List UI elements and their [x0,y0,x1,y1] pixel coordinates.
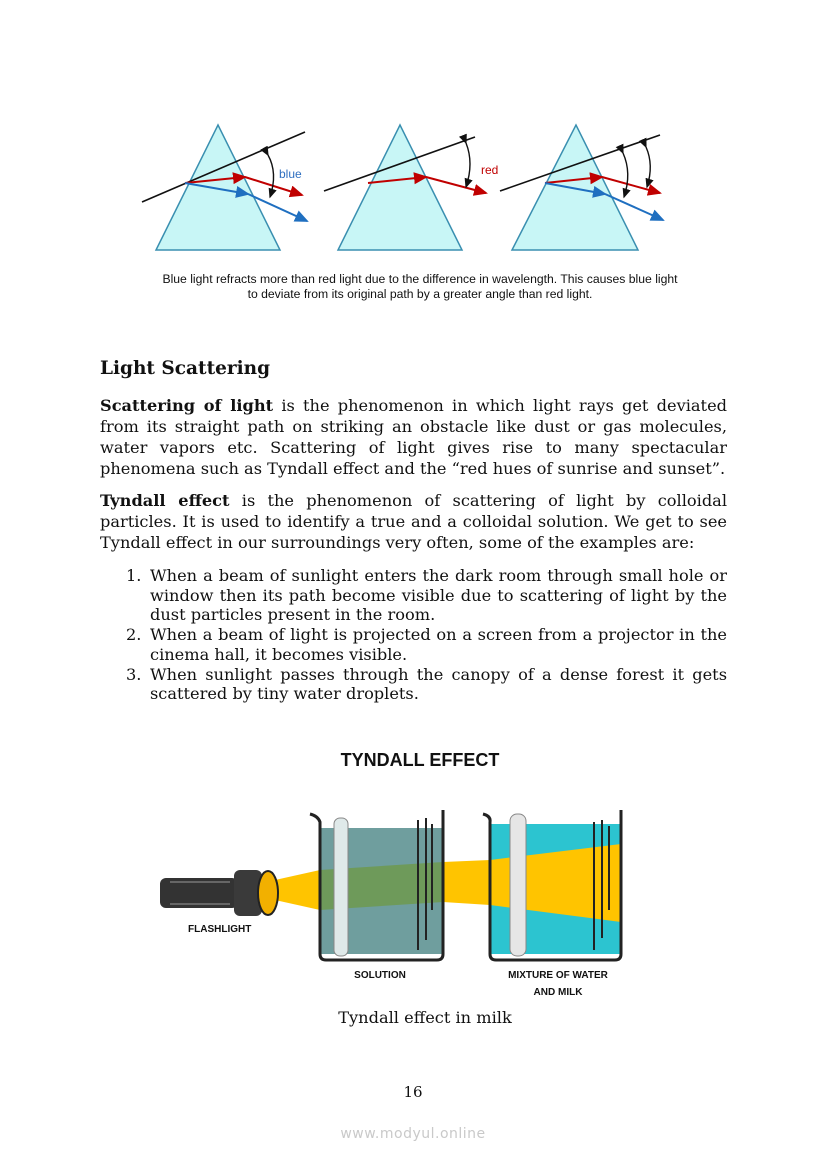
paragraph-scattering-text: is the phenomenon in which light rays get deviated from its straight path on striking an obstacle like dust or gas molecules, water vapors etc. Scattering of light gives rise to many spectacular phenomena such as Tyndall effect and the “red hues of sunrise and sunset”. [100,396,728,478]
list-item-text: When sunlight passes through the canopy of a dense forest it gets scattered by tiny water droplets. [150,664,727,704]
list-item-number: 2. [126,625,142,645]
page-number: 16 [403,1083,423,1101]
list-item [122,665,727,704]
examples-list [122,566,727,704]
beam-incoming [275,870,320,910]
tyndall-diagram [150,800,650,1000]
beam-between [443,860,490,905]
prism-label-red: red [481,163,499,177]
label-mixture-line-1: MIXTURE OF WATER [508,970,608,981]
label-solution: SOLUTION [354,970,406,981]
list-item-number: 3. [126,664,142,684]
term-tyndall: Tyndall effect [100,491,230,510]
test-tube-1 [334,818,348,956]
prism-diagram [130,115,690,265]
list-item-text: When a beam of sunlight enters the dark room through small hole or window then its path become visible due to scattering of light by the dust particles present in the room. [150,566,727,625]
paragraph-tyndall [100,490,727,553]
prism-caption-line-2: to deviate from its original path by a greater angle than red light. [247,287,593,301]
label-mixture-line-2: AND MILK [533,987,583,998]
list-item-text: When a beam of light is projected on a screen from a projector in the cinema hall, it becomes visible. [150,625,727,664]
test-tube-2 [510,814,526,956]
paragraph-scattering [100,395,727,479]
term-scattering: Scattering of light [100,396,274,415]
tyndall-caption: Tyndall effect in milk [338,1008,512,1027]
paragraph-tyndall-text: is the phenomenon of scattering of light by colloidal particles. It is used to identify a true and a colloidal solution. We get to see Tyndall effect in our surroundings very often, some of the examples are: [100,491,728,552]
label-flashlight: FLASHLIGHT [188,924,252,935]
prism-3 [500,125,663,250]
list-item [122,625,727,664]
watermark: www.modyul.online [340,1126,486,1142]
prism-1 [142,125,307,250]
prism-caption-line-1: Blue light refracts more than red light due to the difference in wavelength. This causes blue light [162,272,678,286]
list-item-number: 1. [126,566,142,585]
prism-2 [324,125,498,250]
prism-label-blue: blue [279,167,302,181]
tyndall-title: TYNDALL EFFECT [340,750,500,770]
flashlight-icon [160,870,278,916]
prism-caption [110,272,730,302]
section-heading: Light Scattering [100,358,271,379]
list-item [122,566,727,625]
